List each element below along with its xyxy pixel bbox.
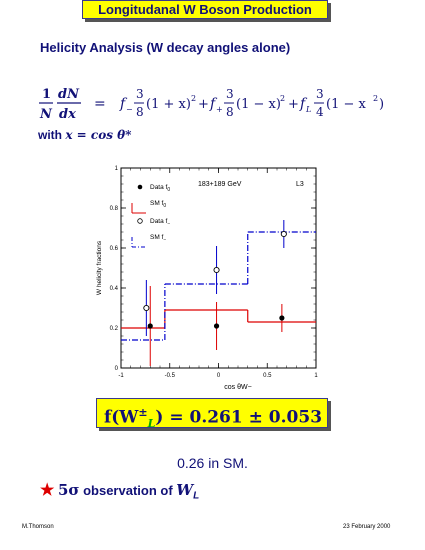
result-box: [96, 398, 328, 431]
chart-labels: [96, 181, 304, 391]
x-tick-label: -1: [118, 373, 124, 379]
y-tick-label: 0.8: [109, 206, 118, 212]
legend-label-sub: 0: [163, 203, 167, 209]
x-tick-label: 0.5: [263, 373, 272, 379]
axis-ticks: [110, 166, 319, 379]
term1: (1 + x): [146, 97, 191, 112]
result-formula: [97, 399, 329, 431]
f0-data-point: [214, 323, 219, 328]
wl-sub: L: [193, 490, 200, 502]
term3: (1 − x: [326, 97, 366, 112]
y-tick-label: 0: [114, 366, 118, 372]
result-pm: ±: [138, 406, 148, 419]
coef3-den: 4: [316, 105, 324, 119]
dn-num: dN: [58, 87, 79, 102]
x-axis-label: cos θW−: [224, 384, 252, 391]
coef2-den: 8: [226, 105, 234, 119]
energy-annotation: 183+189 GeV: [198, 181, 242, 188]
plus2: +: [288, 97, 299, 112]
f-plus-sub: +: [216, 105, 223, 114]
result-sub: L: [147, 417, 156, 431]
x-tick-label: -0.5: [164, 373, 175, 379]
legend-label: SM $f_-$: [150, 234, 167, 243]
y-tick-label: 0.2: [109, 326, 118, 332]
term2-sq: 2: [280, 94, 286, 103]
lhs-den: N: [40, 107, 52, 122]
result-f: f(W: [103, 407, 139, 428]
legend-label: Data $f_0$: [150, 184, 171, 193]
y-tick-label: 0.6: [109, 246, 118, 252]
f-plus: f: [210, 96, 216, 112]
legend-label-sub: 0: [167, 187, 171, 193]
chart-legend: [132, 184, 170, 247]
legend-fminus-marker: [138, 219, 143, 224]
y-tick-label: 0.4: [109, 286, 118, 292]
legend-label-sub: −: [167, 221, 171, 227]
wl-symbol: W: [176, 481, 194, 499]
term3-sq: 2: [373, 94, 379, 103]
plus1: +: [198, 97, 209, 112]
legend-label: SM $f_0$: [150, 200, 167, 209]
coef2-num: 3: [226, 87, 234, 101]
star-icon: ★: [40, 482, 55, 499]
coef1-den: 8: [136, 105, 144, 119]
result-value: ) = 0.261 ± 0.053: [155, 407, 323, 428]
coef3-num: 3: [316, 87, 324, 101]
term1-sq: 2: [191, 94, 197, 103]
legend-f0-marker: [138, 185, 143, 190]
coef1-num: 3: [136, 87, 144, 101]
sm-note: 0.26 in SM.: [177, 455, 248, 471]
f-l-sub: L: [306, 105, 312, 114]
f0-data-point: [279, 315, 284, 320]
x-tick-label: 0: [216, 373, 221, 379]
with-word: with: [38, 128, 62, 142]
f-l: f: [300, 96, 306, 112]
fminus-data-point: [281, 231, 286, 236]
helicity-chart: [88, 160, 338, 398]
legend-label-sub: −: [163, 237, 167, 243]
fminus-data-point: [214, 267, 219, 272]
y-axis-label: W helicity fractions: [96, 240, 103, 296]
slide-title-text: Longitudanal W Boson Production: [98, 2, 312, 17]
dn-den: dx: [59, 107, 76, 122]
equals-sign: =: [94, 96, 106, 112]
x-definition: x = cos θ*: [65, 128, 132, 142]
helicity-formula: [38, 82, 398, 128]
term3-close: ): [379, 97, 385, 112]
slide-title: [82, 0, 328, 19]
y-tick-label: 1: [114, 166, 118, 172]
formula-variable-definition: [38, 128, 131, 142]
observation-text: observation of: [83, 483, 173, 498]
fminus-data-point: [144, 305, 149, 310]
observation-line: [40, 480, 199, 502]
f-minus: f: [120, 96, 126, 112]
sigma-text: 5σ: [57, 481, 80, 499]
legend-label: Data $f_-$: [150, 218, 171, 227]
footer-author: M.Thomson: [22, 524, 54, 530]
x-tick-label: 1: [314, 373, 318, 379]
slide-subtitle: Helicity Analysis (W decay angles alone): [40, 40, 291, 55]
footer-date: 23 February 2000: [343, 524, 391, 530]
f-minus-sub: −: [126, 105, 133, 114]
experiment-label: L3: [296, 181, 304, 188]
lhs-num: 1: [42, 87, 52, 102]
f0-data-point: [148, 323, 153, 328]
term2: (1 − x): [236, 97, 281, 112]
